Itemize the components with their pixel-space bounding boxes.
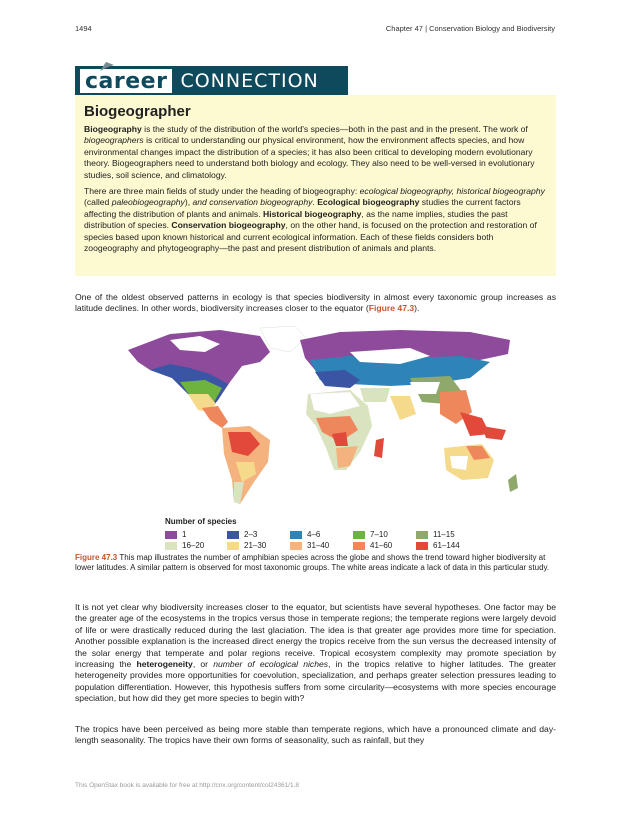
feature-paragraph-1 xyxy=(84,124,550,181)
text-span: is the study of the distribution of the world's species—both in the past and in the present. The work of xyxy=(141,124,528,134)
text-span: , on the other hand, is focused on the protection and restoration of species based upon known historical and current ecological information. Each of these fields considers both zoogeography and phytogeography—the past and present distribution of animals and plants. xyxy=(84,220,537,254)
legend-item xyxy=(353,530,388,539)
career-logo xyxy=(80,69,172,93)
term-ecological-biogeography: Ecological biogeography xyxy=(317,197,420,208)
text-span: ). xyxy=(414,303,420,314)
caption-label: Figure 47.3 xyxy=(75,553,118,562)
legend-swatch xyxy=(165,542,177,550)
text-span: is critical to understanding our physical environment, how the environment affects species, and how environmental changes impact the distribution of a species; it has also been critical to developing modern evolutionary theory. Biogeographers need to understand both biology and ecology. They also need to be well-versed in evolutionary studies, soil science, and climatology. xyxy=(84,135,535,180)
figure-link[interactable]: Figure 47.3 xyxy=(368,303,415,314)
legend-swatch xyxy=(290,542,302,550)
legend-label: 11–15 xyxy=(433,530,455,539)
legend-swatch xyxy=(290,531,302,539)
term-ecological-niches: number of ecological niches xyxy=(213,659,329,670)
legend-item xyxy=(416,530,455,539)
legend-swatch xyxy=(353,542,365,550)
text-span: , in the tropics relative to higher latitudes. The greater heterogeneity provides more opportunities for coevolution, specialization, and perhaps greater selection pressures leading to population differentiation. However, this hypothesis suffers from some circularity—ecosystems with more species encourage speciation, but how did they get more species to begin with? xyxy=(75,659,556,704)
legend-item xyxy=(227,530,257,539)
text-span: One of the oldest observed patterns in ecology is that species biodiversity in almost every taxonomic group increases as latitude declines. In other words, biodiversity increases closer to the equator ( xyxy=(75,292,556,314)
italic-span: ecological biogeography, historical biogeography xyxy=(359,186,545,196)
term-biogeographers: biogeographers xyxy=(84,135,144,146)
legend-swatch xyxy=(416,531,428,539)
text-span: . xyxy=(312,197,318,208)
intro-paragraph xyxy=(75,292,556,315)
text-span: studies the current factors affecting the distribution of plants and animals. xyxy=(84,197,521,219)
legend-label: 16–20 xyxy=(182,541,205,550)
legend-label: 4–6 xyxy=(307,530,321,539)
term-biogeography: Biogeography xyxy=(84,124,142,134)
term-heterogeneity: heterogeneity xyxy=(136,659,193,670)
page-number: 1494 xyxy=(75,24,92,33)
legend-title: Number of species xyxy=(165,517,237,526)
caption-text: This map illustrates the number of amphibian species across the globe and shows the trend toward higher biodiversity at lower latitudes. A similar pattern is observed for most taxonomic groups. The white areas indicate a lack of data in this particular study. xyxy=(75,553,550,573)
body-paragraph-hypotheses xyxy=(75,602,556,705)
italic-span: and conservation biogeography xyxy=(192,197,313,208)
term-historical-biogeography: Historical biogeography xyxy=(263,208,362,219)
legend-label: 61–144 xyxy=(433,541,460,550)
text-span: There are three main fields of study under the heading of biogeography: xyxy=(84,186,360,196)
text-span: , or xyxy=(192,659,214,670)
legend-label: 31–40 xyxy=(307,541,330,550)
figure-caption xyxy=(75,553,556,574)
legend-swatch xyxy=(416,542,428,550)
text-span: ), xyxy=(184,197,193,208)
legend-swatch xyxy=(353,531,365,539)
amphibian-species-world-map xyxy=(110,322,524,512)
text-span: (called xyxy=(84,197,112,208)
legend-label: 1 xyxy=(182,530,187,539)
text-span: It is not yet clear why biodiversity increases closer to the equator, but scientists have several hypotheses. One factor may be the greater age of the ecosystems in the tropics versus those in temperate regions; the temperate regions were largely devoid of life or were drastically reduced during the last glaciation. The idea is that greater age provides more time for speciation. Another possible explanation is the increased direct energy the tropics receive from the sun versus the decreased intensity of the solar energy that temperate and polar regions receive. Tropical ecosystem complexity may promote speciation by increasing the xyxy=(75,602,556,670)
feature-paragraph-2 xyxy=(84,186,550,254)
legend-item xyxy=(165,541,204,550)
legend-swatch xyxy=(227,542,239,550)
connection-word: CONNECTION xyxy=(180,70,319,92)
career-word: career xyxy=(85,68,168,94)
career-connection-banner xyxy=(75,66,348,96)
legend-item xyxy=(353,541,392,550)
legend-label: 7–10 xyxy=(370,530,388,539)
legend-item xyxy=(290,530,320,539)
text-span: , as the name implies, studies the past distribution of species. xyxy=(84,208,508,231)
chapter-header: Chapter 47 | Conservation Biology and Biodiversity xyxy=(385,24,555,33)
body-paragraph-tropics: The tropics have been perceived as being more stable than temperate regions, which have a pronounced climate and day-length seasonality. The tropics have their own forms of seasonality, such as rainfall, but they xyxy=(75,724,556,746)
legend-label: 21–30 xyxy=(244,541,267,550)
term-conservation-biogeography: Conservation biogeography xyxy=(171,220,286,231)
italic-span: paleobiogeography xyxy=(111,197,185,208)
legend-item xyxy=(290,541,329,550)
feature-title: Biogeographer xyxy=(84,103,191,120)
legend-item xyxy=(165,530,186,539)
legend-item xyxy=(416,541,460,550)
flag-icon xyxy=(100,62,114,71)
legend-label: 2–3 xyxy=(244,530,258,539)
legend-swatch xyxy=(165,531,177,539)
legend-swatch xyxy=(227,531,239,539)
footer: This OpenStax book is available for free at http://cnx.org/content/col24361/1.8 xyxy=(75,782,300,789)
legend-item xyxy=(227,541,266,550)
legend-label: 41–60 xyxy=(370,541,393,550)
